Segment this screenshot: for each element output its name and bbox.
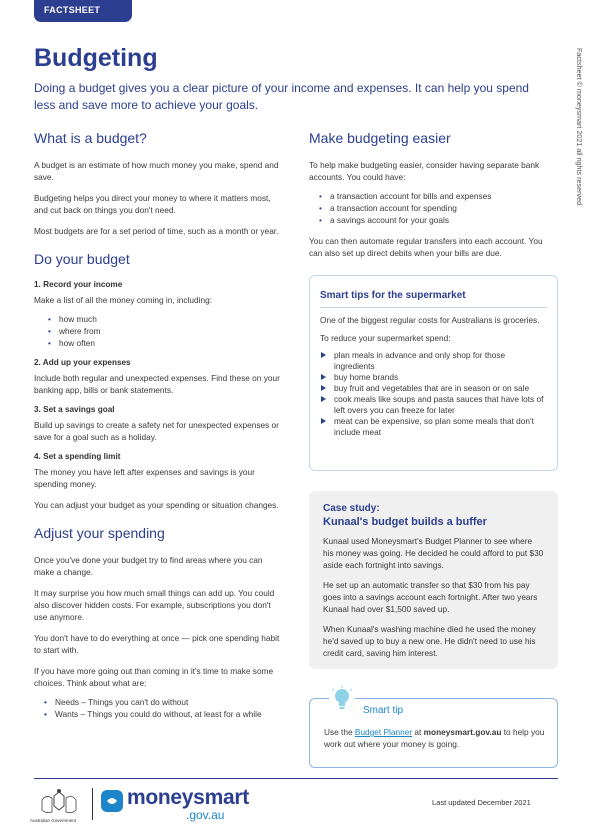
moneysmart-logo-icon <box>100 789 124 813</box>
case-p1: Kunaal used Moneysmart's Budget Planner to see where his money was going. He decided he could afford to put $30 aside each fortnight into savings. <box>323 536 544 570</box>
tips-heading: Smart tips for the supermarket <box>320 290 466 301</box>
easier-p2: You can then automate regular transfers into each account. You can also set up direct debits when your bills are due. <box>309 236 543 258</box>
list-item: • how often <box>48 337 284 349</box>
budget-planner-link[interactable]: Budget Planner <box>354 727 413 737</box>
what-is-p1: A budget is an estimate of how much money you make, spend and save. <box>34 160 279 182</box>
list-item: • where from <box>48 325 284 337</box>
what-is-p3: Most budgets are for a set period of time, such as a month or year. <box>34 226 279 236</box>
arrow-bullet-icon <box>321 396 326 402</box>
case-kicker: Case study: <box>323 503 380 514</box>
adjust-p1: Once you've done your budget try to find areas where you can make a change. <box>34 555 263 577</box>
list-item: plan meals in advance and only shop for those ingredients <box>320 350 547 372</box>
list-item: buy fruit and vegetables that are in season or on sale <box>320 383 547 394</box>
tips-list <box>320 350 547 438</box>
list-item: • a savings account for your goals <box>319 214 557 226</box>
moneysmart-logo-text: moneysmart <box>127 786 249 809</box>
accounts-list <box>319 190 557 226</box>
moneysmart-logo-domain: .gov.au <box>186 808 225 822</box>
step3-title: 3. Set a savings goal <box>34 405 115 414</box>
list-item: • a transaction account for spending <box>319 202 557 214</box>
lightbulb-icon <box>329 685 355 713</box>
list-item: buy home brands <box>320 372 547 383</box>
list-item: cook meals like soups and pasta sauces that have lots of left overs you can freeze for later <box>320 394 547 416</box>
arrow-bullet-icon <box>321 418 326 424</box>
list-item: • a transaction account for bills and expenses <box>319 190 557 202</box>
last-updated: Last updated December 2021 <box>432 798 531 807</box>
step4-text2: You can adjust your budget as your spending or situation changes. <box>34 500 279 510</box>
case-title: Kunaal's budget builds a buffer <box>323 516 487 528</box>
factsheet-tab: FACTSHEET <box>34 0 132 22</box>
arrow-bullet-icon <box>321 374 326 380</box>
logo-divider <box>92 788 93 820</box>
step2-text: Include both regular and unexpected expenses. Find these on your banking app, bills or bank statements. <box>34 373 280 395</box>
tips-divider <box>320 307 547 308</box>
step1-title: 1. Record your income <box>34 280 123 289</box>
income-list <box>48 313 284 349</box>
case-study-box <box>309 491 558 669</box>
tips-p1: One of the biggest regular costs for Australians is groceries. <box>320 315 540 325</box>
supermarket-tips-box <box>309 275 558 471</box>
intro-text: Doing a budget gives you a clear picture of your income and expenses. It can help you spend less and save more to achieve your goals. <box>34 81 529 112</box>
needs-wants-list <box>44 696 284 720</box>
easier-p1: To help make budgeting easier, consider having separate bank accounts. You could have: <box>309 160 540 182</box>
tips-p2: To reduce your supermarket spend: <box>320 333 451 343</box>
footer-divider <box>34 778 558 779</box>
adjust-p3: You don't have to do everything at once — pick one spending habit to start with. <box>34 633 280 655</box>
copyright-note: Factsheet © moneysmart 2021 all rights reserved <box>575 48 584 206</box>
arrow-bullet-icon <box>321 352 326 358</box>
government-label: Australian Government <box>30 818 77 823</box>
what-is-p2: Budgeting helps you direct your money to where it matters most, and cut back on things you don't need. <box>34 193 271 215</box>
right-column <box>309 130 557 268</box>
site-name: moneysmart.gov.au <box>423 727 502 737</box>
do-budget-heading: Do your budget <box>34 251 130 267</box>
step2-title: 2. Add up your expenses <box>34 358 131 367</box>
step3-text: Build up savings to create a safety net for unexpected expenses or save for a goal such as a holiday. <box>34 420 279 442</box>
easier-heading: Make budgeting easier <box>309 130 451 146</box>
list-item: • how much <box>48 313 284 325</box>
step1-text: Make a list of all the money coming in, including: <box>34 295 213 305</box>
smart-tip-box <box>309 698 558 768</box>
list-item: meat can be expensive, so plan some meals that don't include meat <box>320 416 547 438</box>
adjust-heading: Adjust your spending <box>34 525 165 541</box>
adjust-p4: If you have more going out than coming in it's time to make some choices. Think about what are: <box>34 666 274 688</box>
case-p2: He set up an automatic transfer so that $30 from his pay goes into a savings account each fortnight. After two years Kunaal had over $1,500 saved up. <box>323 580 538 614</box>
smart-tip-text: Use the Budget Planner at moneysmart.gov.au to help you work out where your money is going. <box>324 727 545 749</box>
arrow-bullet-icon <box>321 385 326 391</box>
what-is-heading: What is a budget? <box>34 130 147 146</box>
smart-tip-label: Smart tip <box>363 705 404 716</box>
list-item: • Needs – Things you can't do without <box>44 696 284 708</box>
case-p3: When Kunaal's washing machine died he used the money he'd saved up to buy a new one. He didn't need to use his credit card, saving him interest. <box>323 624 536 658</box>
page-title: Budgeting <box>34 44 158 72</box>
left-column <box>34 130 284 729</box>
step4-title: 4. Set a spending limit <box>34 452 121 461</box>
list-item: • Wants – Things you could do without, at least for a while <box>44 708 284 720</box>
step4-text1: The money you have left after expenses and savings is your spending money. <box>34 467 255 489</box>
adjust-p2: It may surprise you how much small things can add up. You could also discover hidden costs. For example, subscriptions you don't use anymore. <box>34 588 275 622</box>
